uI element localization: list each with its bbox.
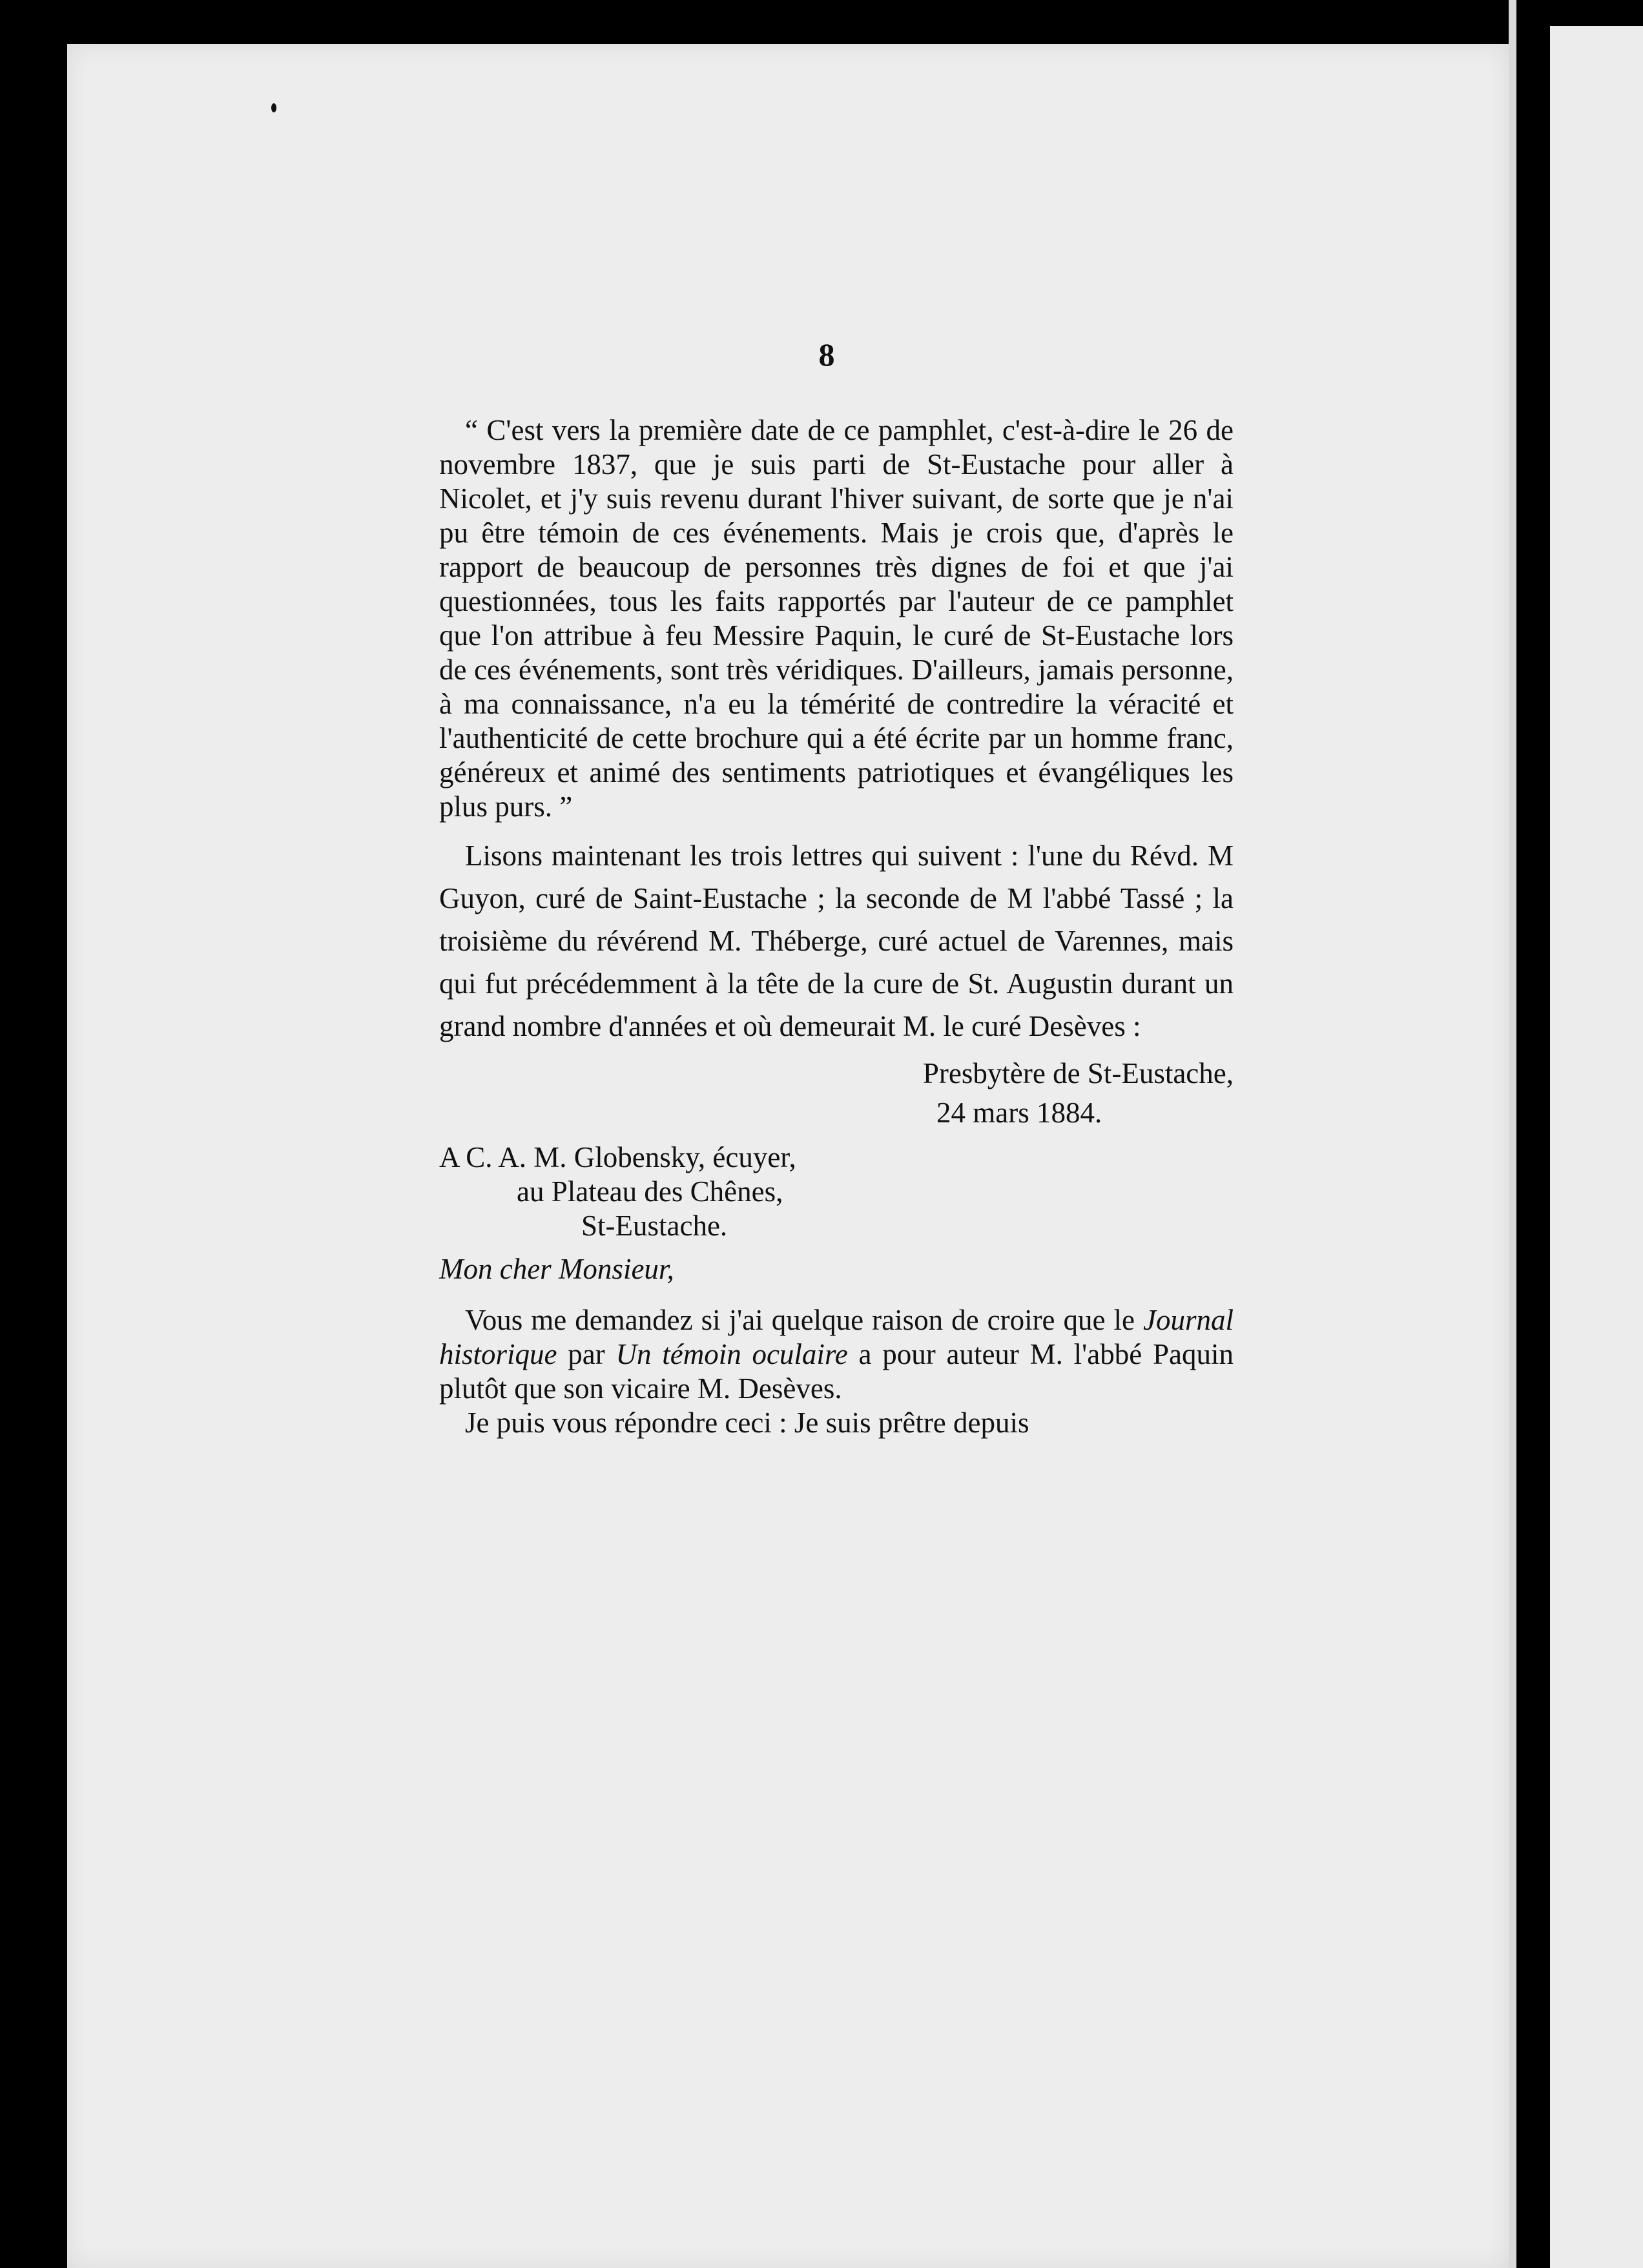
page-text <box>439 336 1234 1440</box>
page-number: 8 <box>818 336 835 373</box>
ink-speck <box>271 103 276 112</box>
letter-body-paragraph-1 <box>439 1303 1234 1406</box>
letter-place: Presbytère de St-Eustache, <box>922 1057 1234 1089</box>
quoted-paragraph: “ C'est vers la première date de ce pamphlet, c'est-à-dire le 26 de novembre 1837, que je suis parti de St-Eustache pour aller à Nicolet, et j'y suis revenu durant l'hiver suivant, de sorte que je n'ai pu être témoin de ces événements. Mais je crois que, d'après le rapport de beaucoup de personnes très dignes de foi et que j'ai questionnées, tous les faits rapportés par l'auteur de ce pamphlet que l'on attribue à feu Messire Paquin, le curé de St-Eustache lors de ces événements, sont très véridiques. D'ailleurs, jamais personne, à ma connaissance, n'a eu la témérité de contredire la véracité et l'authenticité de cette brochure qui a été écrite par un homme franc, généreux et animé des sentiments patriotiques et évangéliques les plus purs. ” <box>439 414 1234 823</box>
page-edge-shadow <box>1509 0 1516 2268</box>
letter-salutation: Mon cher Monsieur, <box>439 1253 674 1285</box>
letter-body-text-mid: par <box>557 1338 616 1370</box>
intro-paragraph: Lisons maintenant les trois lettres qui suivent : l'une du Révd. M Guyon, curé de Saint-Eustache ; la seconde de M l'abbé Tassé ; la troisième du révérend M. Théberge, curé actuel de Varennes, mais qui fut précédemment à la tête de la cure de St. Augustin durant un grand nombre d'années et où demeurait M. le curé Desèves : <box>439 840 1234 1042</box>
adjacent-page-edge <box>1550 26 1643 2268</box>
letter-address-line2: au Plateau des Chênes, <box>517 1175 783 1208</box>
letter-body-text-end: a pour auteur M. l'abbé Paquin plutôt que son vicaire M. Desèves. <box>439 1338 1234 1405</box>
witness-title: Un témoin oculaire <box>615 1338 848 1370</box>
letter-address-line1: A C. A. M. Globensky, écuyer, <box>439 1141 796 1173</box>
journal-title: Journal historique <box>439 1304 1234 1370</box>
letter-date: 24 mars 1884. <box>936 1097 1102 1129</box>
letter-body-paragraph-2: Je puis vous répondre ceci : Je suis prêtre depuis <box>465 1407 1029 1439</box>
letter-address-line3: St-Eustache. <box>581 1210 728 1242</box>
letter-body-text-start: Vous me demandez si j'ai quelque raison de croire que le <box>465 1304 1143 1336</box>
